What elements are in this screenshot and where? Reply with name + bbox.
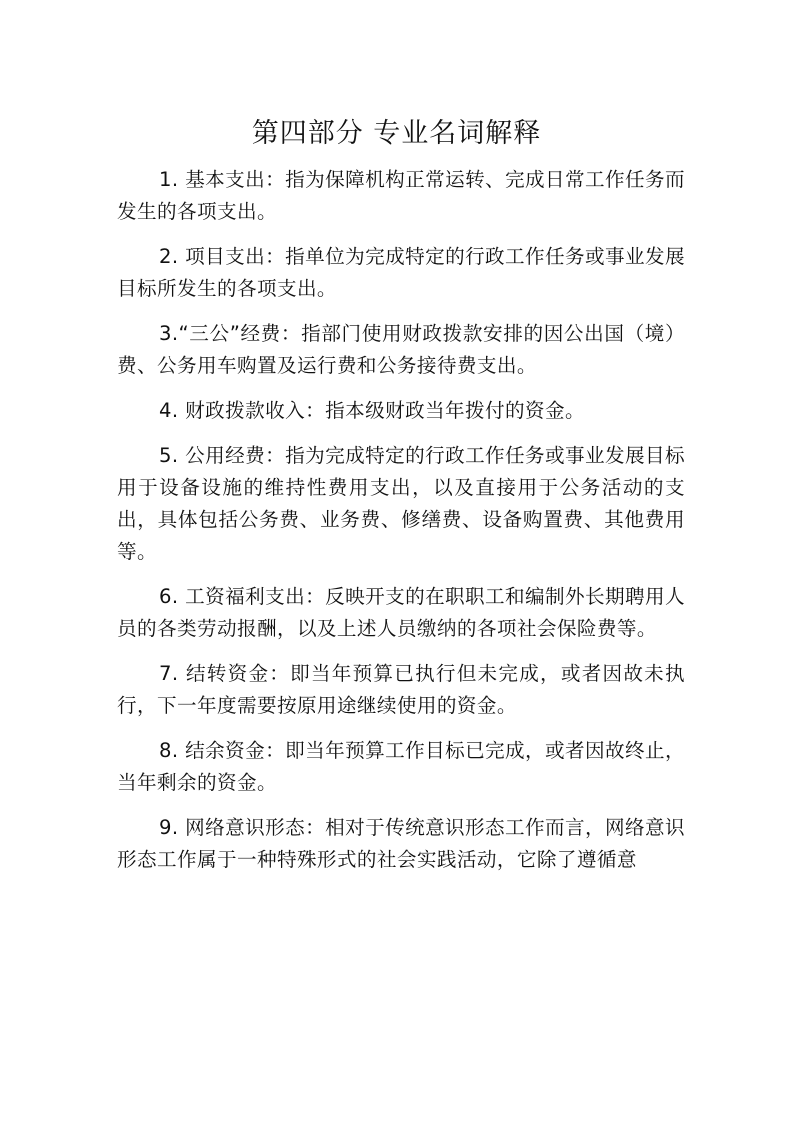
definition-text: 相对于传统意识形态工作而言，网络意识形态工作属于一种特殊形式的社会实践活动，它除了遵循意 xyxy=(117,816,685,871)
definition-text: 指为保障机构正常运转、完成日常工作任务而发生的各项支出。 xyxy=(117,168,686,223)
definition-text: 指部门使用财政拨款安排的因公出国（境）费、公务用车购置及运行费和公务接待费支出。 xyxy=(117,322,685,377)
definition-paragraph xyxy=(117,395,685,427)
definition-term: 7. 结转资金： xyxy=(159,662,291,685)
definition-term: 9. 网络意识形态： xyxy=(159,816,326,839)
definition-paragraph xyxy=(117,658,685,722)
definition-paragraph xyxy=(117,440,685,568)
definition-paragraph xyxy=(117,241,685,305)
definition-term: 4. 财政拨款收入： xyxy=(159,399,326,422)
definition-term: 2. 项目支出： xyxy=(159,245,286,268)
definition-text: 即当年预算工作目标已完成，或者因故终止，当年剩余的资金。 xyxy=(117,739,686,794)
definition-term: 8. 结余资金： xyxy=(159,739,286,762)
definition-term: 5. 公用经费： xyxy=(159,444,286,467)
definition-paragraph xyxy=(117,735,685,799)
definition-text: 指单位为完成特定的行政工作任务或事业发展目标所发生的各项支出。 xyxy=(117,245,686,300)
page-title: 第四部分 专业名词解释 xyxy=(251,118,542,149)
definition-paragraph xyxy=(117,318,685,382)
definition-text: 指本级财政当年拨付的资金。 xyxy=(325,399,586,422)
definition-term: 3.“三公”经费： xyxy=(159,322,302,345)
definition-text: 指为完成特定的行政工作任务或事业发展目标用于设备设施的维持性费用支出，以及直接用于公务活动的支出，具体包括公务费、业务费、修缮费、设备购置费、其他费用等。 xyxy=(117,444,686,563)
definition-text: 即当年预算已执行但未完成，或者因故未执行，下一年度需要按原用途继续使用的资金。 xyxy=(117,662,686,717)
definition-text: 反映开支的在职职工和编制外长期聘用人员的各类劳动报酬，以及上述人员缴纳的各项社会保险费等。 xyxy=(117,585,685,640)
definition-paragraph xyxy=(117,581,685,645)
definitions-list xyxy=(117,164,685,889)
definition-term: 1. 基本支出： xyxy=(159,168,286,191)
definition-term: 6. 工资福利支出： xyxy=(159,585,326,608)
definition-paragraph xyxy=(117,164,685,228)
definition-paragraph xyxy=(117,812,685,876)
